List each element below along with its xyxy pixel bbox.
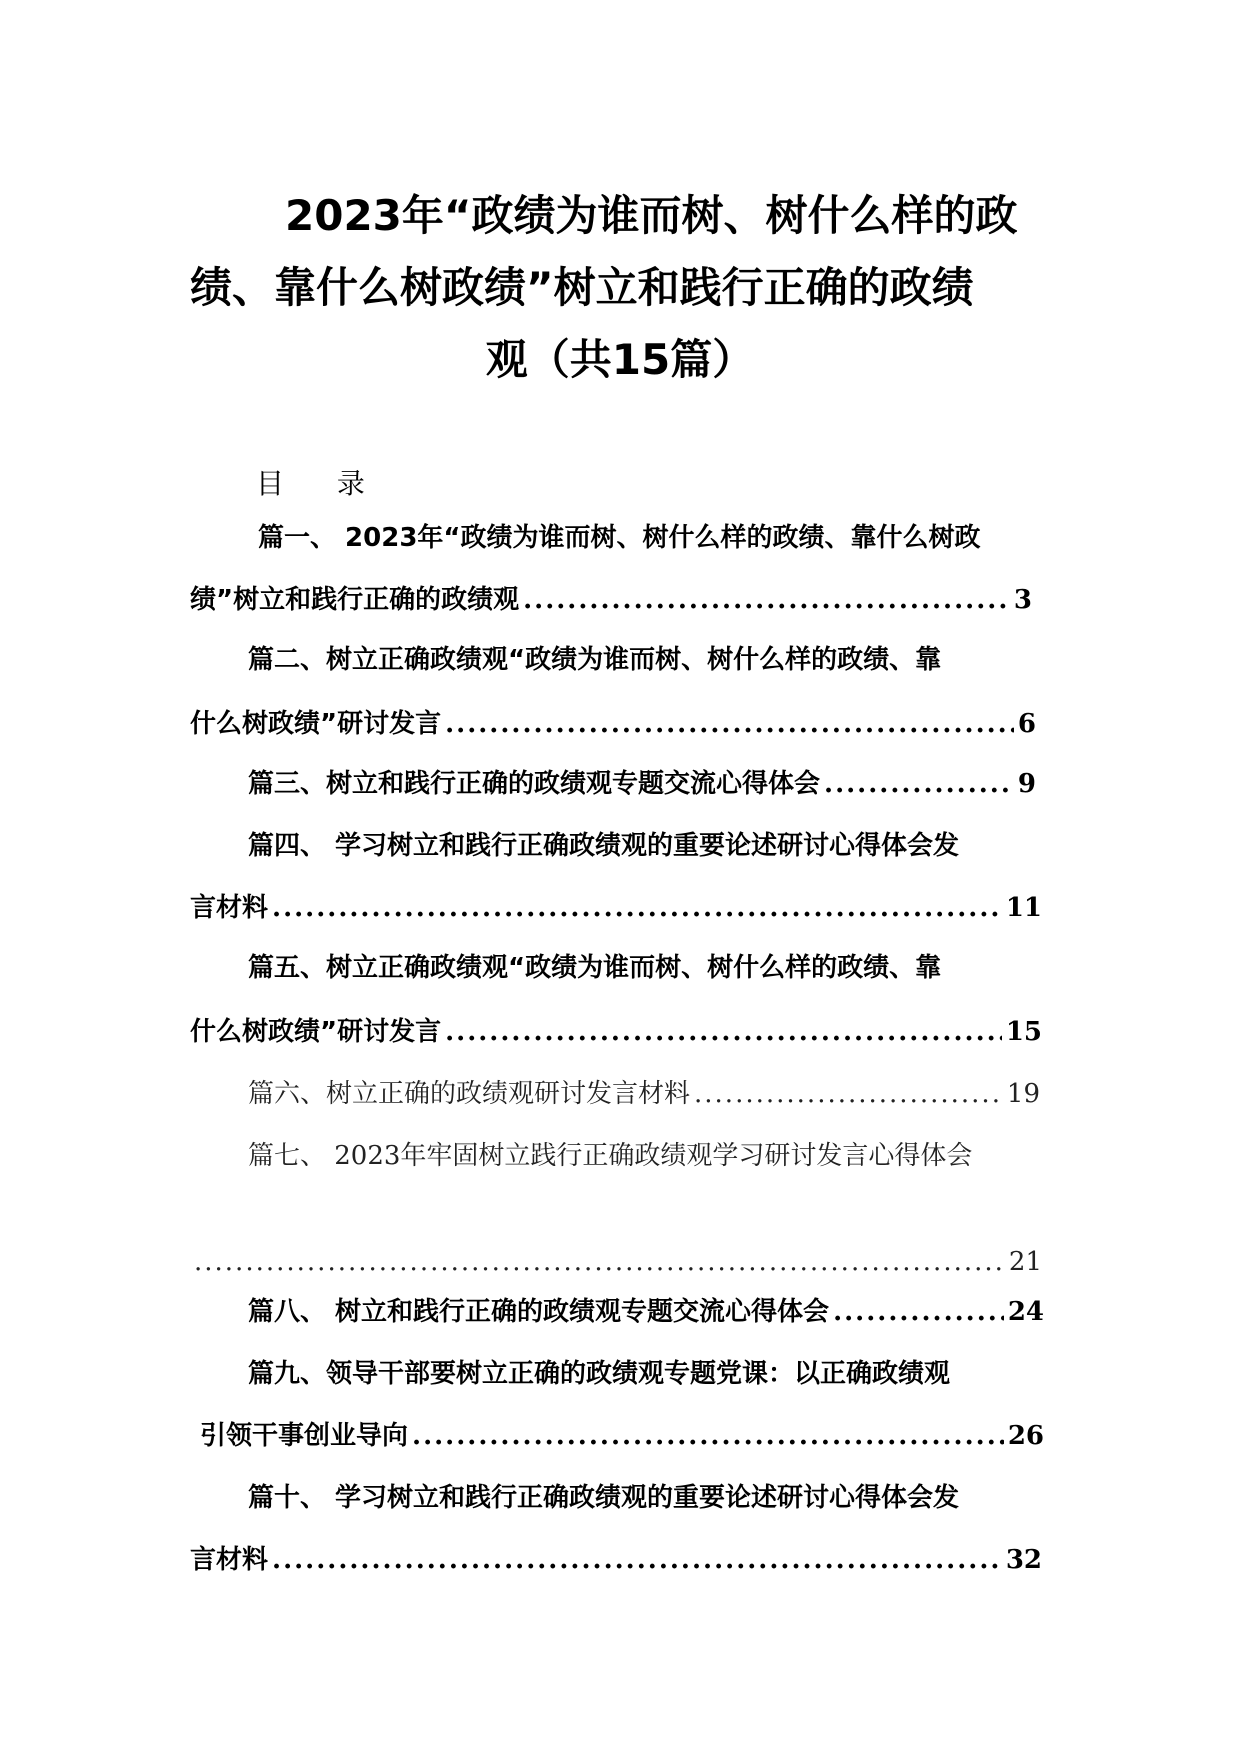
toc-entry-7-page: 21 (1008, 1247, 1042, 1277)
toc-entry-6-page: 19 (1006, 1079, 1040, 1109)
toc-entry-2-page: 6 (1017, 709, 1036, 739)
toc-entry-1-page: 3 (1013, 585, 1032, 615)
toc-entry-5-page: 15 (1005, 1017, 1042, 1047)
toc-leader-dots (272, 1542, 1002, 1578)
toc-entry-2-title-cont: 什么树政绩”研讨发言 (190, 709, 442, 739)
toc-entry-6-leader[interactable] (248, 1076, 1040, 1112)
toc-entry-10-title[interactable]: 篇十、 学习树立和践行正确政绩观的重要论述研讨心得体会发 (248, 1483, 960, 1513)
toc-leader-dots (194, 1244, 1005, 1280)
toc-entry-4-title[interactable]: 篇四、 学习树立和践行正确政绩观的重要论述研讨心得体会发 (248, 831, 960, 861)
toc-entry-9-page: 26 (1007, 1421, 1044, 1451)
toc-leader-dots (824, 766, 1014, 802)
toc-leader-dots (523, 582, 1010, 618)
toc-entry-2-leader[interactable] (190, 706, 1036, 742)
toc-entry-4-title-cont: 言材料 (190, 893, 269, 923)
toc-entry-9-title[interactable]: 篇九、领导干部要树立正确的政绩观专题党课：以正确政绩观 (248, 1359, 951, 1389)
toc-leader-dots (694, 1076, 1003, 1112)
toc-entry-2-title[interactable]: 篇二、树立正确政绩观“政绩为谁而树、树什么样的政绩、靠 (248, 645, 942, 675)
toc-entry-9-leader[interactable] (200, 1418, 1044, 1454)
toc-entry-10-title-cont: 言材料 (190, 1545, 269, 1575)
toc-entry-4-page: 11 (1005, 893, 1042, 923)
toc-entry-5-title-cont: 什么树政绩”研讨发言 (190, 1017, 442, 1047)
toc-entry-1-title[interactable]: 篇一、 2023年“政绩为谁而树、树什么样的政绩、靠什么树政 (258, 523, 981, 553)
toc-leader-dots (412, 1418, 1004, 1454)
toc-entry-3-title: 篇三、树立和践行正确的政绩观专题交流心得体会 (248, 769, 821, 799)
toc-entry-3-page: 9 (1017, 769, 1036, 799)
title-line-1: 2023年“政绩为谁而树、树什么样的政 (285, 191, 1018, 240)
toc-leader-dots (833, 1294, 1004, 1330)
toc-entry-1-title-cont: 绩”树立和践行正确的政绩观 (190, 585, 520, 615)
toc-entry-10-leader[interactable] (190, 1542, 1042, 1578)
toc-entry-7-leader[interactable] (190, 1244, 1042, 1280)
toc-entry-10-page: 32 (1005, 1545, 1042, 1575)
toc-entry-5-title[interactable]: 篇五、树立正确政绩观“政绩为谁而树、树什么样的政绩、靠 (248, 953, 942, 983)
toc-leader-dots (272, 890, 1002, 926)
toc-entry-9-title-cont: 引领干事创业导向 (200, 1421, 409, 1451)
toc-heading: 目 录 (256, 467, 387, 500)
toc-entry-6-title: 篇六、树立正确的政绩观研讨发言材料 (248, 1079, 691, 1109)
toc-leader-dots (445, 1014, 1002, 1050)
toc-entry-1-leader[interactable] (190, 582, 1032, 618)
toc-entry-8-page: 24 (1007, 1297, 1044, 1327)
toc-entry-3-leader[interactable] (248, 766, 1036, 802)
toc-entry-7-title[interactable]: 篇七、 2023年牢固树立践行正确政绩观学习研讨发言心得体会 (248, 1141, 973, 1171)
toc-entry-4-leader[interactable] (190, 890, 1042, 926)
toc-entry-8-leader[interactable] (248, 1294, 1044, 1330)
toc-entry-5-leader[interactable] (190, 1014, 1042, 1050)
toc-leader-dots (445, 706, 1014, 742)
title-line-2: 绩、靠什么树政绩”树立和践行正确的政绩 (190, 263, 974, 312)
title-line-3: 观（共15篇） (485, 335, 755, 384)
toc-entry-8-title: 篇八、 树立和践行正确的政绩观专题交流心得体会 (248, 1297, 830, 1327)
